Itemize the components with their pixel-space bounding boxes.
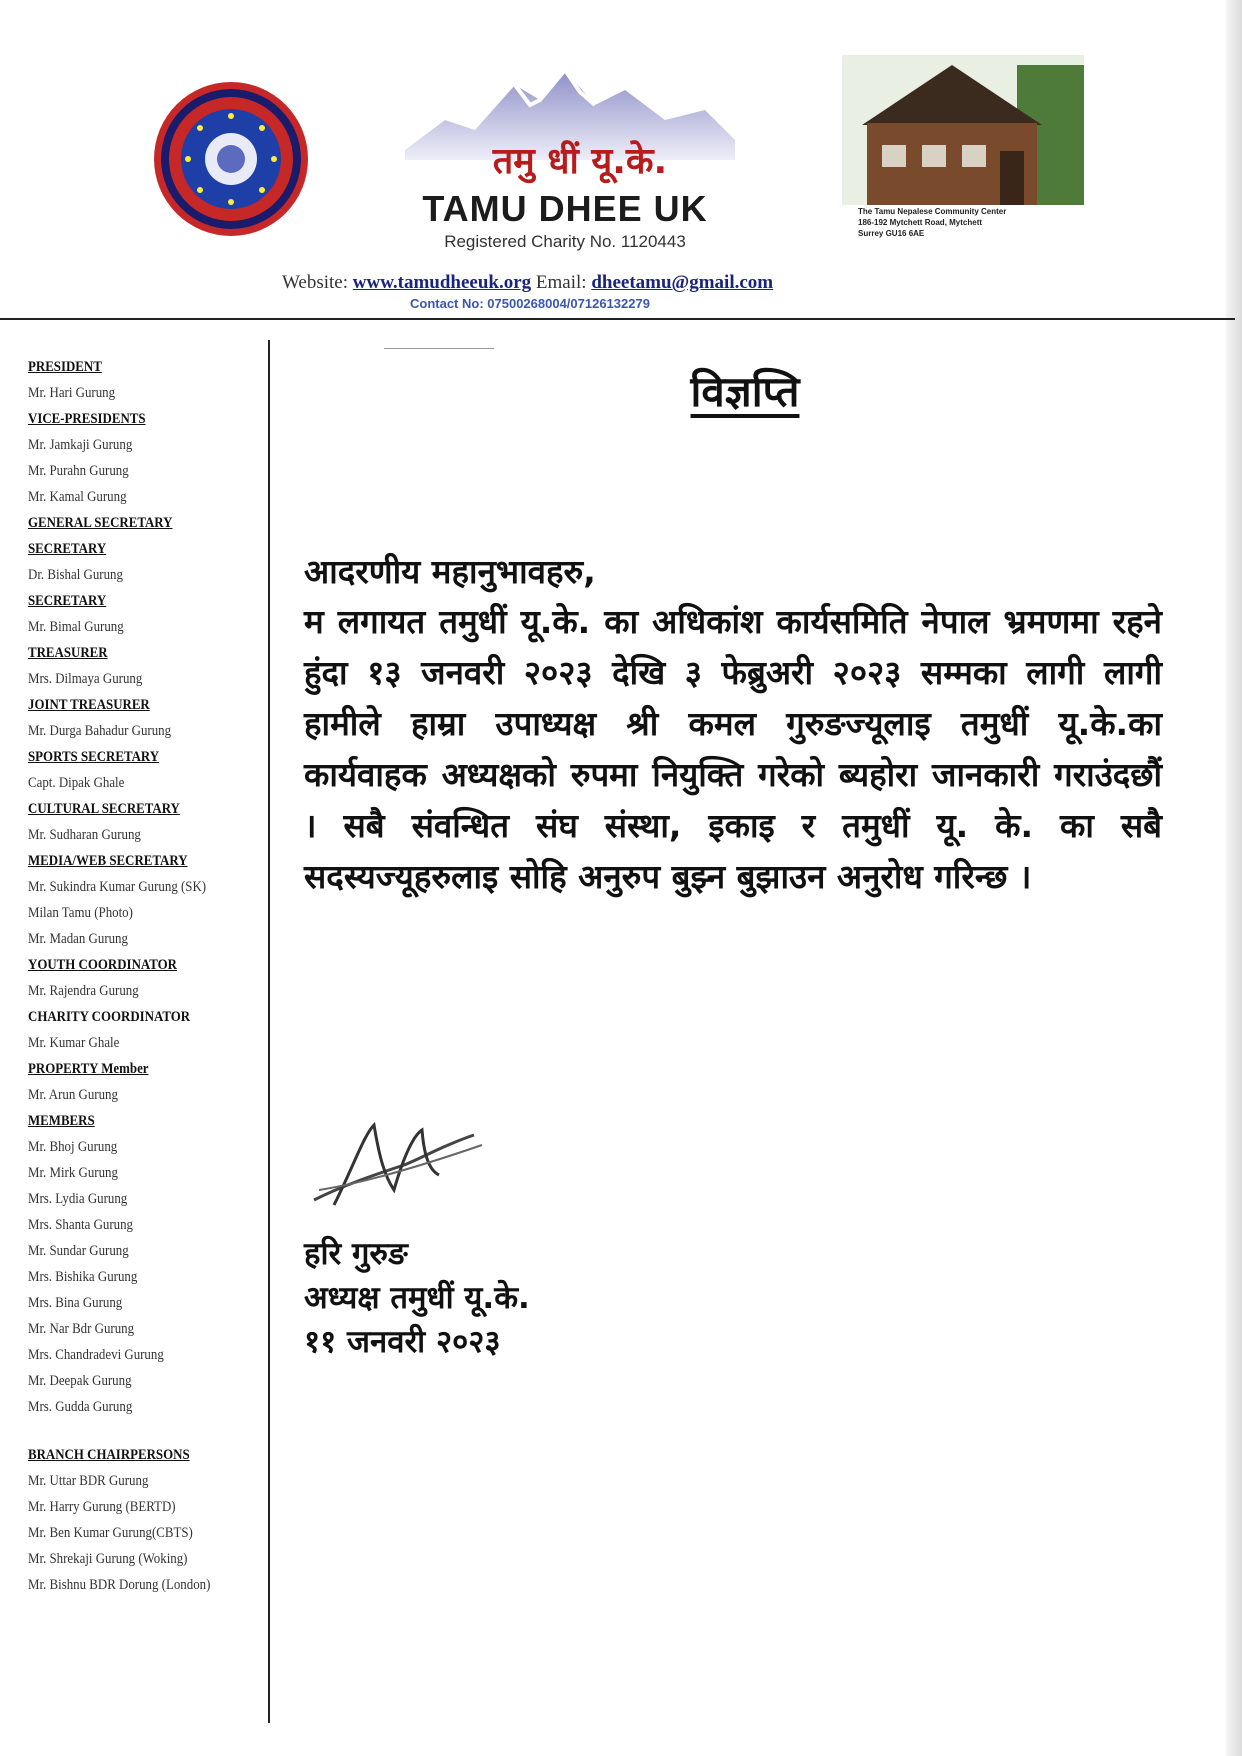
member-name: Mr. Arun Gurung bbox=[28, 1087, 118, 1103]
section-treasurer: TREASURER Mrs. Dilmaya Gurung bbox=[28, 640, 266, 692]
member-name: Mr. Bimal Gurung bbox=[28, 619, 124, 635]
member-name: Mrs. Chandradevi Gurung bbox=[28, 1347, 164, 1363]
member-name: Mr. Hari Gurung bbox=[28, 385, 116, 401]
organization-seal-logo bbox=[152, 80, 310, 238]
section-branch-chairpersons: BRANCH CHAIRPERSONS Mr. Uttar BDR Gurung Mr. Harry Gurung (BERTD) Mr. Ben Kumar Gurung(CBTS) Mr. Shrekaji Gurung (Woking) Mr. Bishnu BDR Dorung (London) bbox=[28, 1442, 266, 1598]
contact-line: Website: www.tamudheeuk.org Email: dheetamu@gmail.com bbox=[282, 272, 774, 293]
section-media-secretary: MEDIA/WEB SECRETARY Mr. Sukindra Kumar Gurung (SK) Milan Tamu (Photo) Mr. Madan Gurung bbox=[28, 848, 266, 952]
section-secretary: SECRETARY Dr. Bishal Gurung bbox=[28, 536, 266, 588]
signer-block bbox=[304, 1232, 530, 1364]
sidebar-spacer bbox=[28, 1420, 266, 1442]
member-name: Mr. Madan Gurung bbox=[28, 931, 128, 947]
member-name: Mr. Shrekaji Gurung (Woking) bbox=[28, 1551, 188, 1567]
member-name: Mr. Ben Kumar Gurung(CBTS) bbox=[28, 1525, 193, 1541]
member-name: Mrs. Gudda Gurung bbox=[28, 1399, 133, 1415]
member-name: Mr. Rajendra Gurung bbox=[28, 983, 139, 999]
member-name: Mrs. Bishika Gurung bbox=[28, 1269, 138, 1285]
section-president: PRESIDENT Mr. Hari Gurung bbox=[28, 354, 266, 406]
contact-numbers: Contact No: 07500268004/07126132279 bbox=[410, 296, 650, 311]
section-secretary-2: SECRETARY Mr. Bimal Gurung bbox=[28, 588, 266, 640]
member-name: Mr. Bhoj Gurung bbox=[28, 1139, 118, 1155]
member-name: Mr. Purahn Gurung bbox=[28, 463, 129, 479]
member-name: Mr. Bishnu BDR Dorung (London) bbox=[28, 1577, 211, 1593]
section-charity-coordinator: CHARITY COORDINATOR Mr. Kumar Ghale bbox=[28, 1004, 266, 1056]
member-name: Mr. Sundar Gurung bbox=[28, 1243, 129, 1259]
member-name: Mr. Deepak Gurung bbox=[28, 1373, 132, 1389]
committee-sidebar bbox=[28, 354, 266, 1598]
member-name: Mr. Durga Bahadur Gurung bbox=[28, 723, 172, 739]
salutation: आदरणीय महानुभावहरु, bbox=[304, 552, 596, 591]
letterhead bbox=[0, 0, 1242, 322]
section-property-member: PROPERTY Member Mr. Arun Gurung bbox=[28, 1056, 266, 1108]
signer-title: अध्यक्ष तमुधीं यू.के. bbox=[304, 1280, 530, 1316]
member-name: Mr. Harry Gurung (BERTD) bbox=[28, 1499, 176, 1515]
member-name: Mr. Mirk Gurung bbox=[28, 1165, 118, 1181]
section-general-secretary: GENERAL SECRETARY bbox=[28, 515, 173, 531]
section-cultural-secretary: CULTURAL SECRETARY Mr. Sudharan Gurung bbox=[28, 796, 266, 848]
notice-body: म लगायत तमुधीं यू.के. का अधिकांश कार्यसमिति नेपाल भ्रमणमा रहने हुंदा १३ जनवरी २०२३ देखि ३ फेब्रुअरी २०२३ सम्मका लागी लागी हामीले हाम्रा उपाध्यक्ष श्री कमल गुरुङज्यूलाइ तमुधीं यू.के.का कार्यवाहक अध्यक्षको रुपमा नियुक्ति गरेको ब्यहोरा जानकारी गराउंदछौं । सबै संवन्धित संघ संस्था, इकाइ र तमुधीं यू. के. का सबै सदस्यज्यूहरुलाइ सोहि अनुरुप बुझ्न बुझाउन अनुरोध गरिन्छ । bbox=[304, 602, 1162, 896]
member-name: Mr. Jamkaji Gurung bbox=[28, 437, 133, 453]
member-name: Mr. Sukindra Kumar Gurung (SK) bbox=[28, 879, 207, 895]
org-name-nepali: तमु धीं यू.के. bbox=[492, 141, 668, 182]
community-center-caption: The Tamu Nepalese Community Center 186-192 Mytchett Road, Mytchett Surrey GU16 6AE bbox=[858, 207, 1007, 238]
member-name: Mr. Nar Bdr Gurung bbox=[28, 1321, 135, 1337]
section-members: MEMBERS Mr. Bhoj Gurung Mr. Mirk Gurung Mrs. Lydia Gurung Mrs. Shanta Gurung Mr. Sundar Gurung Mrs. Bishika Gurung Mrs. Bina Gurung Mr. Nar Bdr Gurung Mrs. Chandradevi Gurung Mr. Deepak Gurung Mrs. Gudda Gurung bbox=[28, 1108, 266, 1420]
signature bbox=[304, 1105, 494, 1220]
section-youth-coordinator: YOUTH COORDINATOR Mr. Rajendra Gurung bbox=[28, 952, 266, 1004]
org-name: TAMU DHEE UK bbox=[422, 188, 708, 229]
member-name: Milan Tamu (Photo) bbox=[28, 905, 133, 921]
notice-date: ११ जनवरी २०२३ bbox=[304, 1324, 501, 1360]
section-vice-presidents: VICE-PRESIDENTS Mr. Jamkaji Gurung Mr. Purahn Gurung Mr. Kamal Gurung bbox=[28, 406, 266, 510]
member-name: Mrs. Bina Gurung bbox=[28, 1295, 123, 1311]
sidebar-divider bbox=[268, 340, 270, 1723]
member-name: Mr. Kamal Gurung bbox=[28, 489, 127, 505]
member-name: Mr. Uttar BDR Gurung bbox=[28, 1473, 149, 1489]
signer-name: हरि गुरुङ bbox=[304, 1236, 408, 1272]
website-link[interactable]: www.tamudheeuk.org bbox=[352, 272, 532, 293]
charity-number: Registered Charity No. 1120443 bbox=[444, 232, 686, 251]
member-name: Capt. Dipak Ghale bbox=[28, 775, 125, 791]
member-name: Mrs. Dilmaya Gurung bbox=[28, 671, 143, 687]
email-link[interactable]: dheetamu@gmail.com bbox=[591, 272, 774, 293]
member-name: Mr. Sudharan Gurung bbox=[28, 827, 141, 843]
header-divider bbox=[0, 318, 1235, 320]
community-center-photo bbox=[842, 55, 1084, 205]
section-sports-secretary: SPORTS SECRETARY Capt. Dipak Ghale bbox=[28, 744, 266, 796]
member-name: Mrs. Lydia Gurung bbox=[28, 1191, 128, 1207]
member-name: Mrs. Shanta Gurung bbox=[28, 1217, 133, 1233]
section-joint-treasurer: JOINT TREASURER Mr. Durga Bahadur Gurung bbox=[28, 692, 266, 744]
member-name: Mr. Kumar Ghale bbox=[28, 1035, 120, 1051]
member-name: Dr. Bishal Gurung bbox=[28, 567, 123, 583]
notice-title: विज्ञप्ति bbox=[690, 367, 800, 416]
small-divider bbox=[384, 348, 494, 349]
